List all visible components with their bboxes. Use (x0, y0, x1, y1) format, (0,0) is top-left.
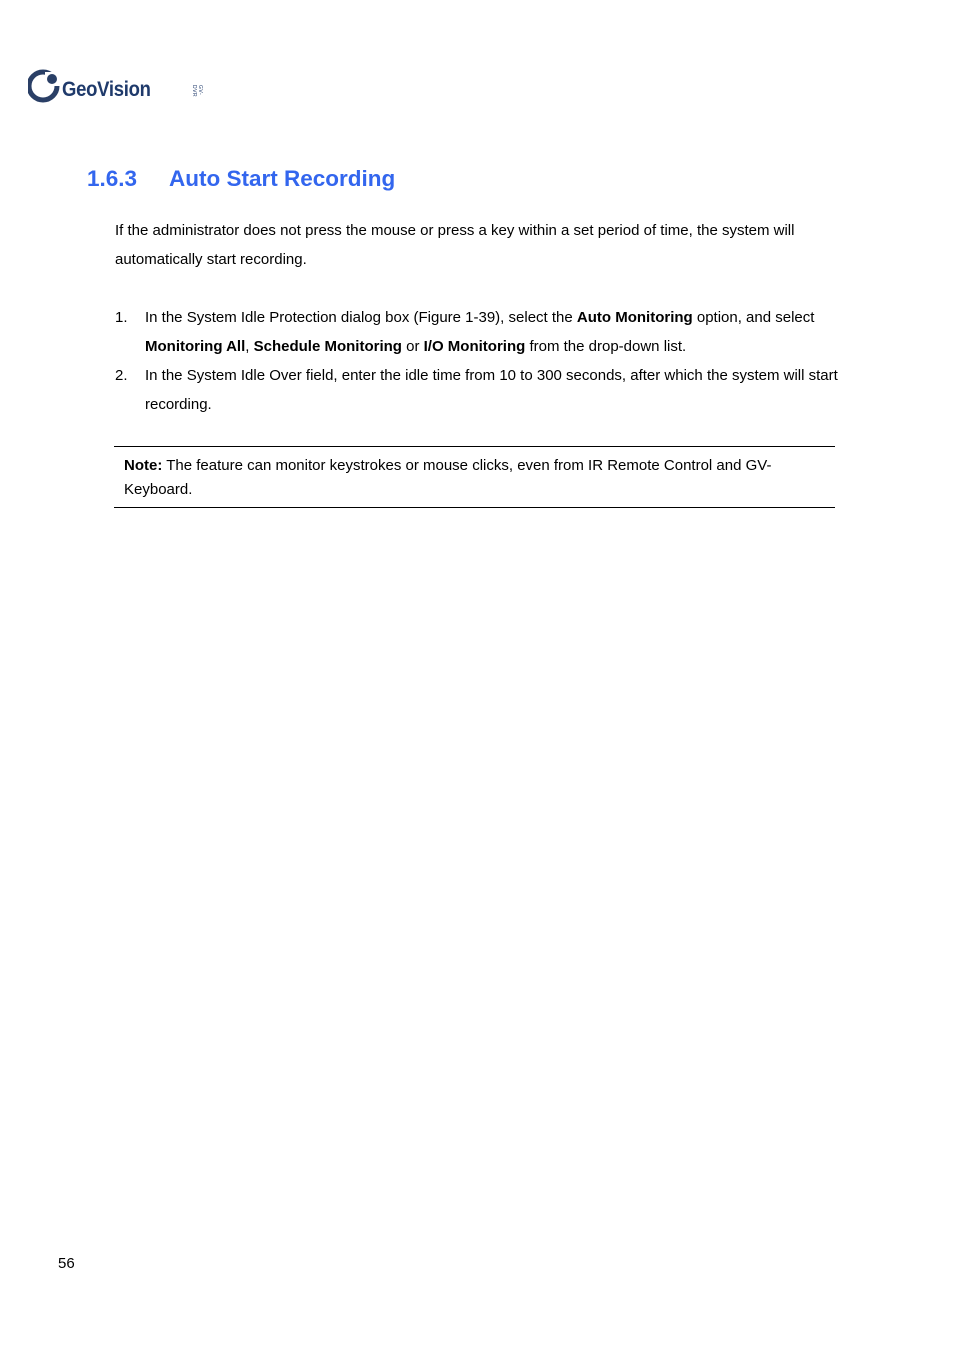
intro-paragraph: If the administrator does not press the mouse or press a key within a set period of time, the system will automatically start recording. (115, 222, 795, 268)
logo-wordmark: GeoVision (62, 78, 151, 101)
list-item-number: 2. (115, 367, 128, 384)
note-label: Note: (124, 457, 163, 474)
list-item (115, 303, 845, 361)
step-text: , (245, 338, 254, 355)
auto-monitoring-option: Auto Monitoring (576, 309, 693, 326)
section-number: 1.6.3 (87, 166, 138, 191)
step-text: option, and select (692, 309, 815, 326)
page-number: 56 (58, 1255, 75, 1272)
list-item (115, 361, 845, 419)
monitoring-all-option: Monitoring All (145, 338, 246, 355)
section-title: Auto Start Recording (169, 166, 396, 191)
step-text: from the drop-down list. (525, 338, 687, 355)
io-monitoring-option: I/O Monitoring (423, 338, 526, 355)
list-item-number: 1. (115, 309, 128, 326)
geovision-logo (28, 68, 203, 104)
logo-mark-text: GV-DVR (191, 85, 203, 98)
step-text: In the System Idle Over field, enter the idle time from 10 to 300 seconds, after which the system will start recording. (145, 367, 838, 413)
step-text: or (401, 338, 424, 355)
schedule-monitoring-option: Schedule Monitoring (253, 338, 402, 355)
section-heading (87, 166, 395, 192)
note-box (114, 446, 835, 508)
steps-list (115, 303, 845, 419)
note-text: The feature can monitor keystrokes or mouse clicks, even from IR Remote Control and GV-Keyboard. (124, 457, 772, 498)
step-text: In the System Idle Protection dialog box (Figure 1-39), select the (145, 309, 577, 326)
